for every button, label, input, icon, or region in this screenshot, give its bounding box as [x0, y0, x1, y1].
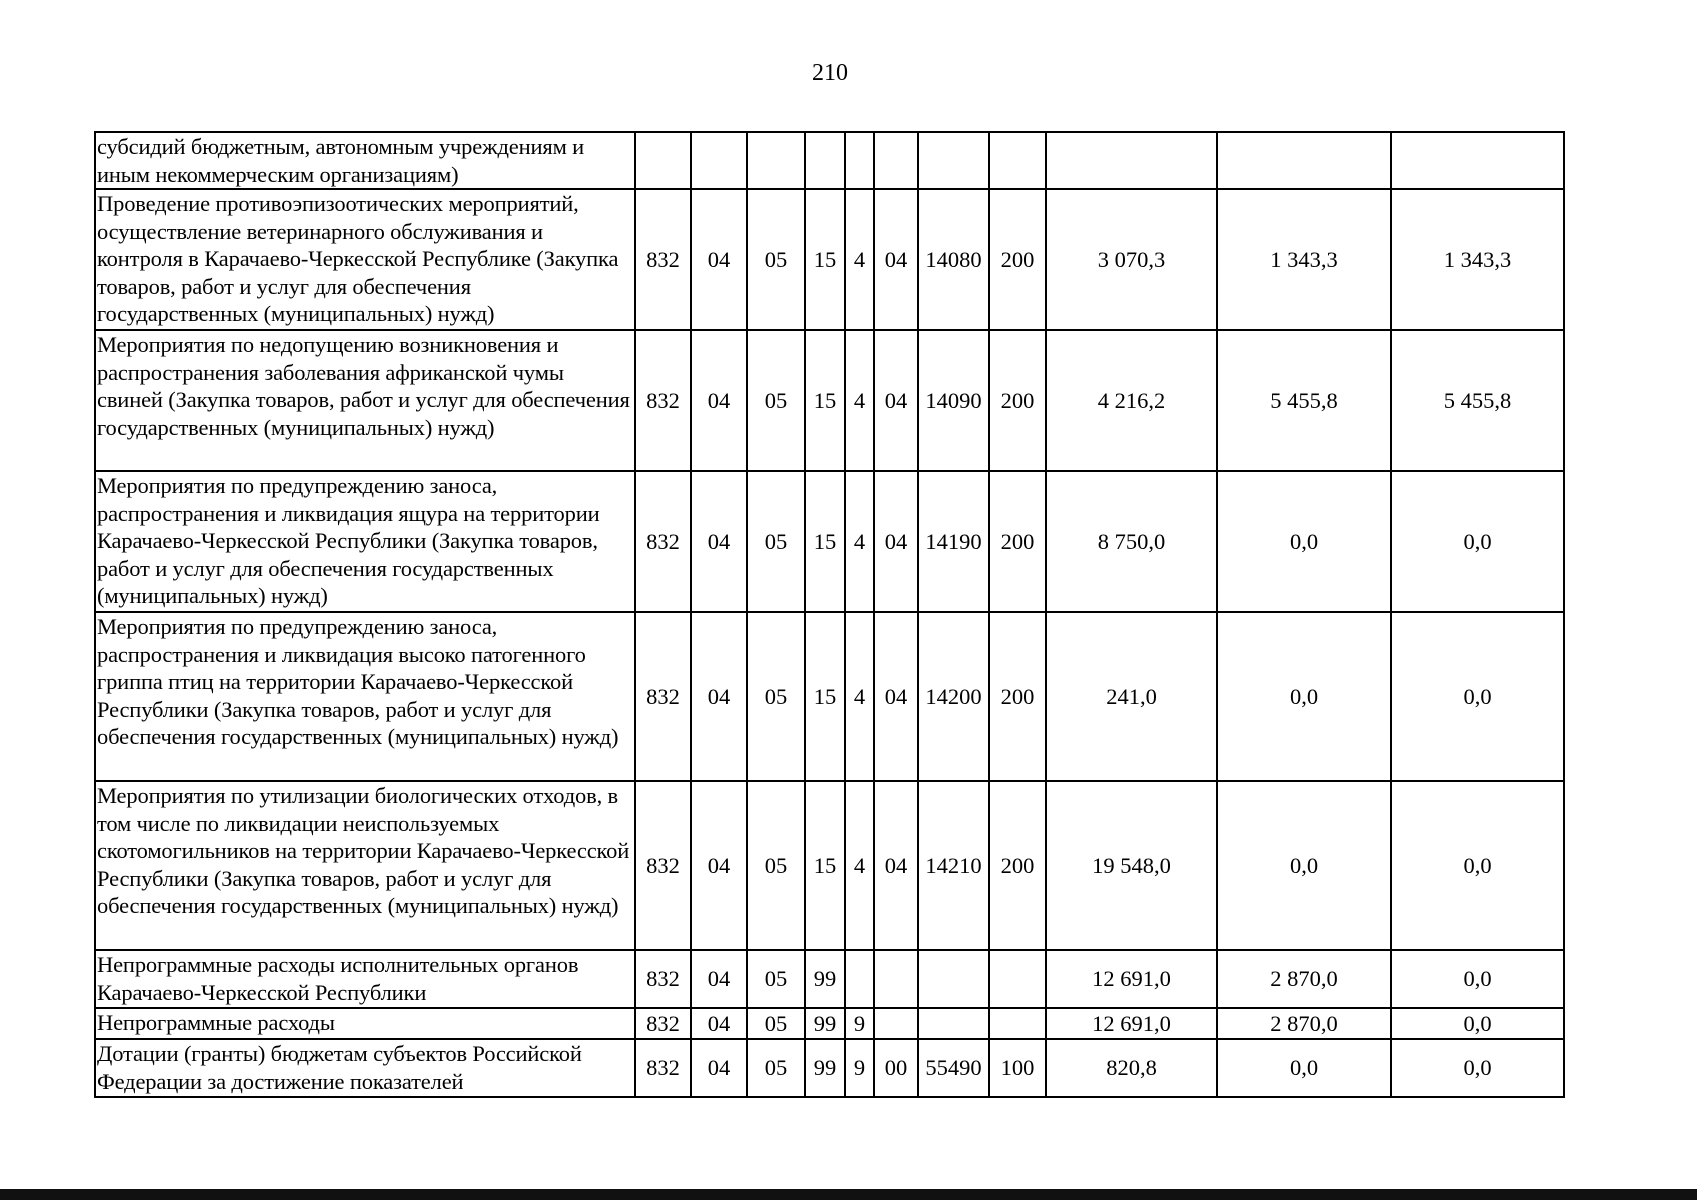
code-cell: 05 — [747, 781, 805, 950]
row-name: Мероприятия по предупреждению заноса, распространения и ликвидация высоко патогенного гриппа птиц на территории Карачаево-Черкесской Республики (Закупка товаров, работ и услуг для обеспечения государственных (муниципальных) нужд) — [95, 612, 635, 781]
code-cell: 14190 — [918, 471, 989, 612]
row-name: Проведение противоэпизоотических мероприятий, осуществление ветеринарного обслуживания и контроля в Карачаево-Черкесской Республике (Закупка товаров, работ и услуг для обеспечения государственных (муниципальных) нужд) — [95, 189, 635, 330]
code-cell: 99 — [805, 950, 845, 1008]
row-name: Мероприятия по утилизации биологических отходов, в том числе по ликвидации неиспользуемых скотомогильников на территории Карачаево-Черкесской Республики (Закупка товаров, работ и услуг для обеспечения государственных (муниципальных) нужд) — [95, 781, 635, 950]
code-cell: 04 — [691, 1039, 747, 1097]
code-cell: 15 — [805, 781, 845, 950]
amount-cell: 241,0 — [1046, 612, 1217, 781]
code-cell: 04 — [874, 612, 918, 781]
code-cell: 832 — [635, 330, 691, 471]
code-cell: 14080 — [918, 189, 989, 330]
budget-table — [94, 131, 1565, 1098]
code-cell: 4 — [845, 781, 874, 950]
code-cell: 100 — [989, 1039, 1046, 1097]
amount-cell: 8 750,0 — [1046, 471, 1217, 612]
code-cell — [845, 132, 874, 189]
code-cell: 04 — [691, 612, 747, 781]
code-cell: 05 — [747, 330, 805, 471]
code-cell — [989, 950, 1046, 1008]
amount-cell: 1 343,3 — [1391, 189, 1564, 330]
code-cell: 832 — [635, 612, 691, 781]
table-row — [95, 950, 1564, 1008]
table-row — [95, 471, 1564, 612]
code-cell: 14090 — [918, 330, 989, 471]
code-cell — [805, 132, 845, 189]
amount-cell: 0,0 — [1391, 612, 1564, 781]
code-cell: 4 — [845, 612, 874, 781]
table-row — [95, 1039, 1564, 1097]
code-cell: 55490 — [918, 1039, 989, 1097]
scan-bottom-edge — [0, 1189, 1697, 1200]
amount-cell: 2 870,0 — [1217, 950, 1391, 1008]
table-row — [95, 781, 1564, 950]
row-name: Непрограммные расходы — [95, 1008, 635, 1039]
code-cell: 4 — [845, 471, 874, 612]
amount-cell: 0,0 — [1391, 1039, 1564, 1097]
amount-cell: 12 691,0 — [1046, 1008, 1217, 1039]
amount-cell: 5 455,8 — [1217, 330, 1391, 471]
amount-cell: 0,0 — [1217, 1039, 1391, 1097]
row-name: Непрограммные расходы исполнительных органов Карачаево-Черкесской Республики — [95, 950, 635, 1008]
amount-cell: 820,8 — [1046, 1039, 1217, 1097]
code-cell: 9 — [845, 1039, 874, 1097]
row-name: Мероприятия по недопущению возникновения и распространения заболевания африканской чумы свиней (Закупка товаров, работ и услуг для обеспечения государственных (муниципальных) нужд) — [95, 330, 635, 471]
code-cell — [874, 132, 918, 189]
code-cell — [989, 132, 1046, 189]
amount-cell: 0,0 — [1391, 781, 1564, 950]
amount-cell: 1 343,3 — [1217, 189, 1391, 330]
code-cell: 9 — [845, 1008, 874, 1039]
amount-cell: 4 216,2 — [1046, 330, 1217, 471]
code-cell — [989, 1008, 1046, 1039]
code-cell: 04 — [691, 330, 747, 471]
amount-cell: 0,0 — [1391, 471, 1564, 612]
code-cell — [691, 132, 747, 189]
code-cell: 200 — [989, 471, 1046, 612]
code-cell — [747, 132, 805, 189]
code-cell: 15 — [805, 471, 845, 612]
code-cell: 04 — [874, 330, 918, 471]
code-cell: 04 — [691, 1008, 747, 1039]
table-row — [95, 330, 1564, 471]
code-cell: 04 — [691, 471, 747, 612]
amount-cell: 0,0 — [1391, 1008, 1564, 1039]
amount-cell: 0,0 — [1391, 950, 1564, 1008]
row-name: Мероприятия по предупреждению заноса, распространения и ликвидация ящура на территории Карачаево-Черкесской Республики (Закупка товаров, работ и услуг для обеспечения государственных (муниципальных) нужд) — [95, 471, 635, 612]
code-cell: 15 — [805, 612, 845, 781]
code-cell: 14200 — [918, 612, 989, 781]
code-cell: 4 — [845, 189, 874, 330]
code-cell: 04 — [691, 950, 747, 1008]
code-cell: 832 — [635, 1008, 691, 1039]
code-cell — [635, 132, 691, 189]
amount-cell — [1391, 132, 1564, 189]
code-cell: 832 — [635, 189, 691, 330]
amount-cell: 0,0 — [1217, 471, 1391, 612]
code-cell — [918, 950, 989, 1008]
code-cell: 14210 — [918, 781, 989, 950]
code-cell: 832 — [635, 781, 691, 950]
code-cell: 200 — [989, 612, 1046, 781]
code-cell: 15 — [805, 189, 845, 330]
code-cell: 99 — [805, 1008, 845, 1039]
code-cell: 832 — [635, 471, 691, 612]
amount-cell — [1046, 132, 1217, 189]
row-name: Дотации (гранты) бюджетам субъектов Российской Федерации за достижение показателей — [95, 1039, 635, 1097]
code-cell: 04 — [874, 189, 918, 330]
code-cell: 04 — [691, 189, 747, 330]
code-cell: 05 — [747, 950, 805, 1008]
code-cell — [874, 1008, 918, 1039]
code-cell: 200 — [989, 781, 1046, 950]
amount-cell: 0,0 — [1217, 612, 1391, 781]
amount-cell: 12 691,0 — [1046, 950, 1217, 1008]
code-cell: 15 — [805, 330, 845, 471]
table-row — [95, 612, 1564, 781]
table-row — [95, 189, 1564, 330]
code-cell: 200 — [989, 330, 1046, 471]
code-cell: 200 — [989, 189, 1046, 330]
code-cell: 05 — [747, 189, 805, 330]
code-cell: 832 — [635, 1039, 691, 1097]
code-cell: 04 — [874, 781, 918, 950]
code-cell — [874, 950, 918, 1008]
code-cell: 04 — [874, 471, 918, 612]
table-row — [95, 1008, 1564, 1039]
code-cell — [845, 950, 874, 1008]
code-cell — [918, 1008, 989, 1039]
amount-cell: 3 070,3 — [1046, 189, 1217, 330]
code-cell: 832 — [635, 950, 691, 1008]
code-cell: 05 — [747, 1039, 805, 1097]
code-cell: 4 — [845, 330, 874, 471]
code-cell: 05 — [747, 471, 805, 612]
amount-cell: 0,0 — [1217, 781, 1391, 950]
code-cell: 00 — [874, 1039, 918, 1097]
code-cell: 04 — [691, 781, 747, 950]
code-cell — [918, 132, 989, 189]
amount-cell: 19 548,0 — [1046, 781, 1217, 950]
amount-cell: 5 455,8 — [1391, 330, 1564, 471]
code-cell: 99 — [805, 1039, 845, 1097]
row-name: субсидий бюджетным, автономным учреждениям и иным некоммерческим организациям) — [95, 132, 635, 189]
code-cell: 05 — [747, 612, 805, 781]
amount-cell: 2 870,0 — [1217, 1008, 1391, 1039]
page-number: 210 — [812, 60, 848, 86]
table-row — [95, 132, 1564, 189]
code-cell: 05 — [747, 1008, 805, 1039]
amount-cell — [1217, 132, 1391, 189]
